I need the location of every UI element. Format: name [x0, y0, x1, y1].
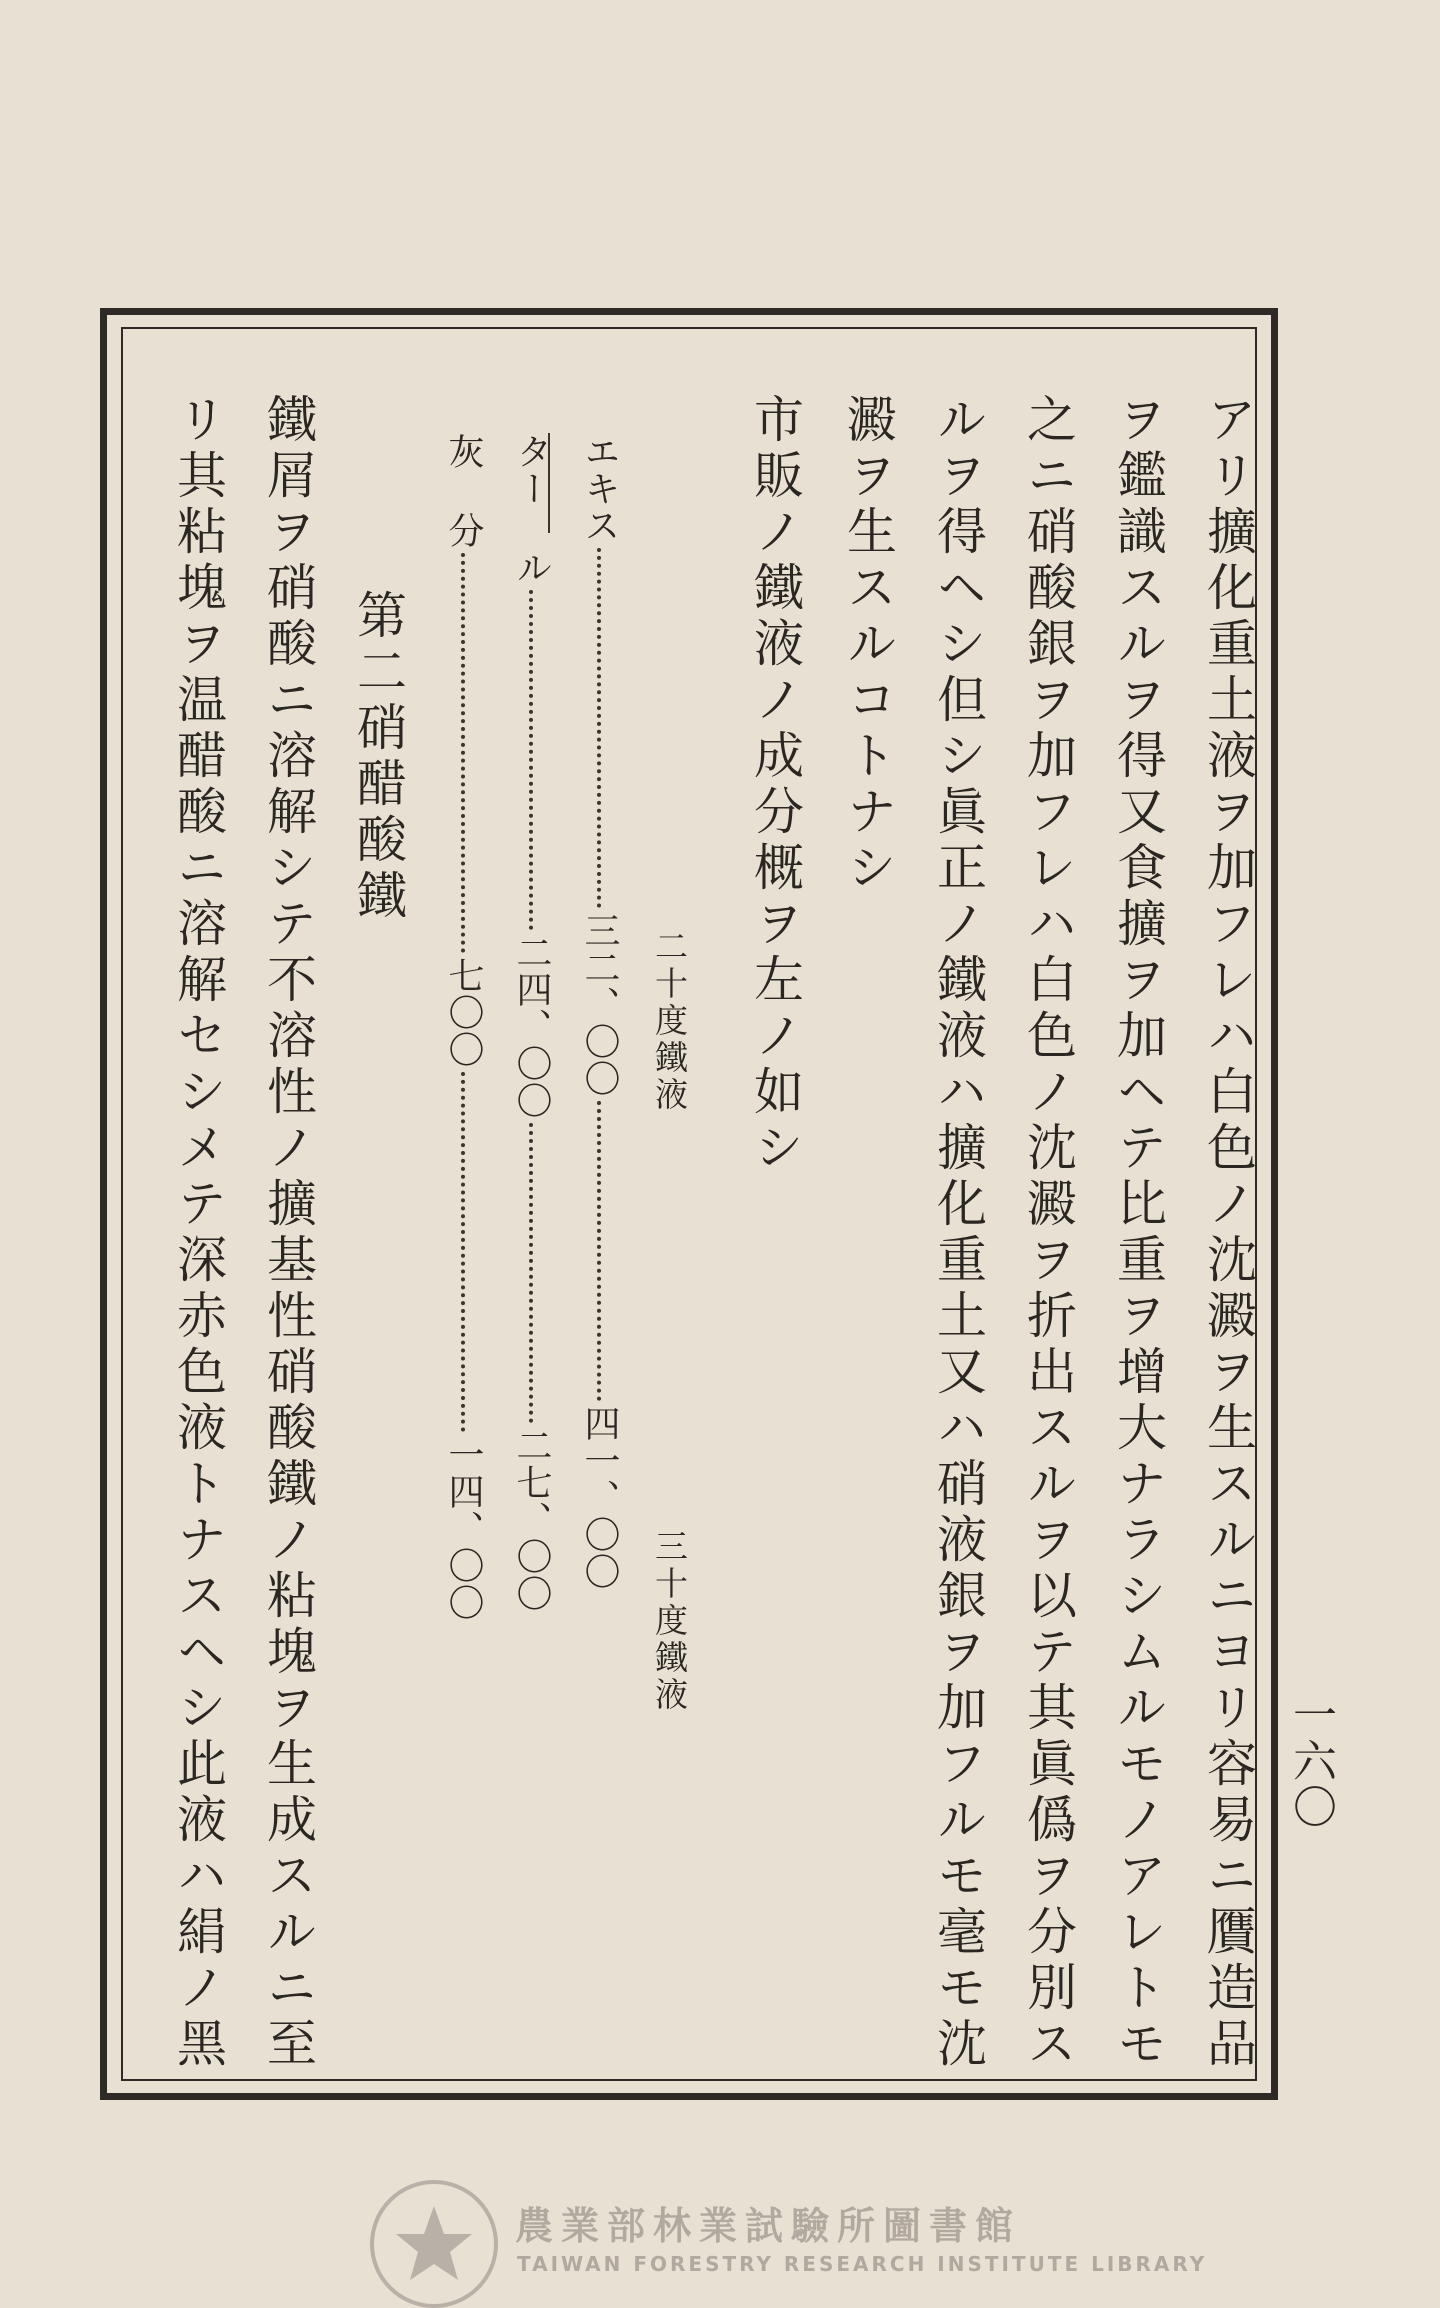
text-column-3: 之ニ硝酸銀ヲ加フレハ白色ノ沈澱ヲ折出スルヲ以テ其眞僞ヲ分別ス [1019, 393, 1077, 2073]
dot-leader [529, 1123, 533, 1423]
page-border [100, 308, 1278, 2100]
row-label: エキス [579, 433, 620, 544]
text-column-2: ヲ鑑識スルヲ得又食擴ヲ加ヘテ比重ヲ增大ナラシムルモノアレトモ [1109, 393, 1167, 2073]
section-title: 第二硝醋酸鐵 [349, 589, 407, 925]
row-value-col1: 七〇〇 [443, 957, 484, 1068]
page-border-inner [121, 327, 1257, 2081]
row-value-col2: 四一、〇〇 [579, 1405, 620, 1590]
table-row [443, 433, 484, 1621]
table-row [511, 433, 552, 1612]
seal-star-icon [392, 2202, 476, 2286]
dot-leader [461, 1072, 465, 1432]
dot-leader [597, 1101, 601, 1401]
page-number: 一六〇 [1285, 1692, 1336, 1830]
text-column-6: 市販ノ鐵液ノ成分概ヲ左ノ如シ [746, 393, 804, 1177]
row-label: 灰 分 [443, 433, 484, 549]
row-value-col1: 二四、〇〇 [511, 934, 552, 1119]
library-name-en: TAIWAN FORESTRY RESEARCH INSTITUTE LIBRARY [517, 2252, 1208, 2276]
row-value-col1: 三二、〇〇 [579, 912, 620, 1097]
text-column-7: 鐵屑ヲ硝酸ニ溶解シテ不溶性ノ擴基性硝酸鐵ノ粘塊ヲ生成スルニ至 [259, 393, 317, 2073]
table-header-col1: 二十度鐵液 [650, 929, 689, 1114]
dot-leader [461, 553, 465, 953]
library-name: 農業部林業試驗所圖書館 [515, 2204, 1022, 2248]
text-column-5: 澱ヲ生スルコトナシ [839, 393, 897, 897]
forestry-institute-seal-icon [370, 2180, 498, 2308]
text-column-8: リ其粘塊ヲ温醋酸ニ溶解セシメテ深赤色液トナスヘシ此液ハ絹ノ黑 [169, 393, 227, 2073]
text-column-1: アリ擴化重土液ヲ加フレハ白色ノ沈澱ヲ生スルニヨリ容易ニ贋造品 [1199, 393, 1257, 2073]
row-value-col2: 一四、〇〇 [443, 1436, 484, 1621]
text-column-4: ルヲ得ヘシ但シ眞正ノ鐵液ハ擴化重土又ハ硝液銀ヲ加フルモ毫モ沈 [929, 393, 987, 2073]
dot-leader [597, 548, 601, 908]
table-row [579, 433, 620, 1590]
row-label: ター ル [511, 433, 552, 586]
row-value-col2: 二七、〇〇 [511, 1427, 552, 1612]
dot-leader [529, 590, 533, 930]
table-header-col2: 三十度鐵液 [650, 1529, 689, 1714]
